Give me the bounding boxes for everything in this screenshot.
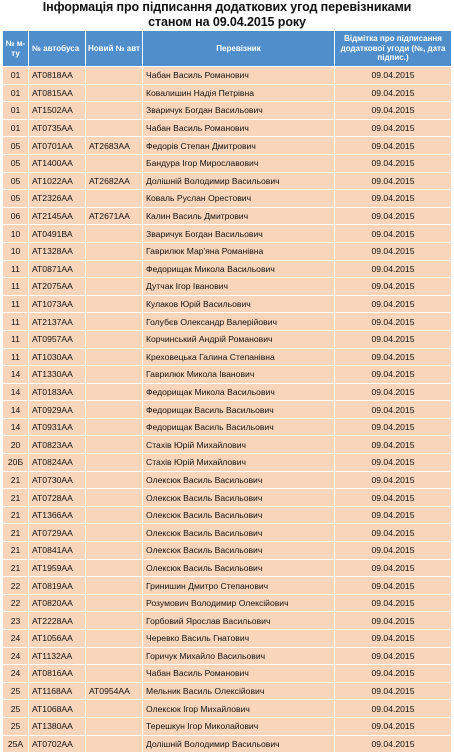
bus-number-cell: АТ0823АА <box>29 436 86 454</box>
table-row <box>3 700 452 718</box>
table-row <box>3 172 452 190</box>
signing-date-cell: 09.04.2015 <box>335 190 452 208</box>
signing-date-cell: 09.04.2015 <box>335 454 452 472</box>
carrier-cell: Федорищак Василь Васильович <box>143 418 335 436</box>
bus-number-cell: АТ1022АА <box>29 172 86 190</box>
bus-number-cell: АТ2075АА <box>29 278 86 296</box>
table-row <box>3 102 452 120</box>
new-bus-number-cell <box>86 717 143 735</box>
signing-date-cell: 09.04.2015 <box>335 260 452 278</box>
signing-date-cell: 09.04.2015 <box>335 84 452 102</box>
carrier-cell: Гаврилюк Мар'яна Романівна <box>143 242 335 260</box>
carrier-cell: Мельник Василь Олексійович <box>143 682 335 700</box>
carrier-cell: Федорищак Василь Васильович <box>143 401 335 419</box>
bus-number-cell: АТ1328АА <box>29 242 86 260</box>
route-cell: 24 <box>3 647 29 665</box>
bus-number-cell: АТ1330АА <box>29 366 86 384</box>
carrier-cell: Чабан Василь Романович <box>143 665 335 683</box>
signing-date-cell: 09.04.2015 <box>335 506 452 524</box>
bus-number-cell: АТ1400АА <box>29 154 86 172</box>
carrier-cell: Калин Василь Дмитрович <box>143 207 335 225</box>
route-cell: 14 <box>3 401 29 419</box>
new-bus-number-cell <box>86 489 143 507</box>
carrier-cell: Олексюк Василь Васильович <box>143 524 335 542</box>
carrier-cell: Долішній Володимир Васильович <box>143 172 335 190</box>
carrier-cell: Стахів Юрій Михайлович <box>143 436 335 454</box>
carrier-cell: Олексюк Василь Васильович <box>143 471 335 489</box>
carrier-cell: Олексюк Василь Васильович <box>143 559 335 577</box>
signing-date-cell: 09.04.2015 <box>335 278 452 296</box>
new-bus-number-cell <box>86 366 143 384</box>
table-row <box>3 313 452 331</box>
table-row <box>3 207 452 225</box>
route-cell: 10 <box>3 242 29 260</box>
new-bus-number-cell <box>86 542 143 560</box>
carrier-cell: Ковалишин Надія Петрівна <box>143 84 335 102</box>
carrier-cell: Кулаков Юрій Васильович <box>143 295 335 313</box>
table-row <box>3 418 452 436</box>
new-bus-number-cell <box>86 154 143 172</box>
carrier-cell: Олексюк Василь Васильович <box>143 542 335 560</box>
signing-date-cell: 09.04.2015 <box>335 559 452 577</box>
table-row <box>3 682 452 700</box>
route-cell: 14 <box>3 366 29 384</box>
title-line-1: Інформація про підписання додаткових угод перевізниками <box>42 0 412 14</box>
new-bus-number-cell <box>86 700 143 718</box>
route-cell: 21 <box>3 524 29 542</box>
table-row <box>3 594 452 612</box>
table-row <box>3 717 452 735</box>
new-bus-number-cell <box>86 401 143 419</box>
new-bus-number-cell <box>86 225 143 243</box>
new-bus-number-cell <box>86 295 143 313</box>
carrier-cell: Розумович Володимир Олексійович <box>143 594 335 612</box>
carrier-cell: Бандура Ігор Мирославович <box>143 154 335 172</box>
signing-date-cell: 09.04.2015 <box>335 383 452 401</box>
new-bus-number-cell <box>86 242 143 260</box>
new-bus-number-cell <box>86 436 143 454</box>
route-cell: 01 <box>3 102 29 120</box>
header-carrier: Перевізник <box>143 31 335 67</box>
carrier-cell: Терешкун Ігор Миколайович <box>143 717 335 735</box>
bus-number-cell: АТ0931АА <box>29 418 86 436</box>
new-bus-number-cell <box>86 454 143 472</box>
bus-number-cell: АТ0730АА <box>29 471 86 489</box>
carrier-cell: Гринишин Дмитро Степанович <box>143 577 335 595</box>
new-bus-number-cell <box>86 524 143 542</box>
title-line-2: станом на 09.04.2015 року <box>148 15 306 29</box>
route-cell: 01 <box>3 67 29 85</box>
table-row <box>3 260 452 278</box>
carrier-cell: Голубєв Олександр Валерійович <box>143 313 335 331</box>
new-bus-number-cell <box>86 313 143 331</box>
route-cell: 11 <box>3 295 29 313</box>
new-bus-number-cell <box>86 418 143 436</box>
table-row <box>3 471 452 489</box>
signing-date-cell: 09.04.2015 <box>335 700 452 718</box>
route-cell: 21 <box>3 559 29 577</box>
bus-number-cell: АТ0183АА <box>29 383 86 401</box>
table-row <box>3 348 452 366</box>
route-cell: 06 <box>3 207 29 225</box>
carrier-cell: Дутчак Ігор Іванович <box>143 278 335 296</box>
table-row <box>3 665 452 683</box>
bus-number-cell: АТ1366АА <box>29 506 86 524</box>
carrier-cell: Федорищак Микола Васильович <box>143 383 335 401</box>
document-title <box>0 0 454 30</box>
table-row <box>3 401 452 419</box>
route-cell: 21 <box>3 506 29 524</box>
carrier-cell: Зваричук Богдан Васильович <box>143 225 335 243</box>
route-cell: 11 <box>3 278 29 296</box>
new-bus-number-cell <box>86 471 143 489</box>
table-row <box>3 67 452 85</box>
signing-date-cell: 09.04.2015 <box>335 436 452 454</box>
new-bus-number-cell <box>86 67 143 85</box>
table-row <box>3 366 452 384</box>
new-bus-number-cell <box>86 383 143 401</box>
signing-date-cell: 09.04.2015 <box>335 137 452 155</box>
bus-number-cell: АТ0871АА <box>29 260 86 278</box>
table-row <box>3 225 452 243</box>
signing-date-cell: 09.04.2015 <box>335 119 452 137</box>
carrier-cell: Федорів Степан Дмитрович <box>143 137 335 155</box>
bus-number-cell: АТ1030АА <box>29 348 86 366</box>
bus-number-cell: АТ2326АА <box>29 190 86 208</box>
table-row <box>3 577 452 595</box>
route-cell: 11 <box>3 330 29 348</box>
route-cell: 24 <box>3 665 29 683</box>
route-cell: 10 <box>3 225 29 243</box>
table-body <box>3 67 452 753</box>
signing-date-cell: 09.04.2015 <box>335 366 452 384</box>
table-row <box>3 137 452 155</box>
signing-date-cell: 09.04.2015 <box>335 418 452 436</box>
bus-number-cell: АТ0957АА <box>29 330 86 348</box>
bus-number-cell: АТ0824АА <box>29 454 86 472</box>
bus-number-cell: АТ1959АА <box>29 559 86 577</box>
table-row <box>3 612 452 630</box>
bus-number-cell: АТ0816АА <box>29 665 86 683</box>
route-cell: 23 <box>3 612 29 630</box>
carrier-cell: Чабан Василь Романович <box>143 67 335 85</box>
bus-number-cell: АТ0818АА <box>29 67 86 85</box>
signing-date-cell: 09.04.2015 <box>335 471 452 489</box>
route-cell: 20 <box>3 436 29 454</box>
route-cell: 01 <box>3 84 29 102</box>
new-bus-number-cell <box>86 84 143 102</box>
new-bus-number-cell <box>86 278 143 296</box>
table-row <box>3 154 452 172</box>
new-bus-number-cell: АТ0954АА <box>86 682 143 700</box>
signing-date-cell: 09.04.2015 <box>335 647 452 665</box>
route-cell: 05 <box>3 154 29 172</box>
table-row <box>3 278 452 296</box>
new-bus-number-cell: АТ2671АА <box>86 207 143 225</box>
header-route: № м-ту <box>3 31 29 67</box>
table-row <box>3 506 452 524</box>
signing-date-cell: 09.04.2015 <box>335 542 452 560</box>
carrier-cell: Горичук Михайло Васильович <box>143 647 335 665</box>
bus-number-cell: АТ0491ВА <box>29 225 86 243</box>
route-cell: 05 <box>3 137 29 155</box>
signing-date-cell: 09.04.2015 <box>335 207 452 225</box>
bus-number-cell: АТ2228АА <box>29 612 86 630</box>
new-bus-number-cell <box>86 119 143 137</box>
bus-number-cell: АТ0841АА <box>29 542 86 560</box>
table-row <box>3 454 452 472</box>
carrier-cell: Креховецька Галина Степанівна <box>143 348 335 366</box>
carrier-cell: Корчинський Андрій Романович <box>143 330 335 348</box>
signing-date-cell: 09.04.2015 <box>335 717 452 735</box>
header-mark: Відмітка про підписання додаткової угоди (№, дата підпис.) <box>335 31 452 67</box>
signing-date-cell: 09.04.2015 <box>335 348 452 366</box>
new-bus-number-cell <box>86 647 143 665</box>
signing-date-cell: 09.04.2015 <box>335 295 452 313</box>
new-bus-number-cell <box>86 102 143 120</box>
new-bus-number-cell <box>86 612 143 630</box>
bus-number-cell: АТ2137АА <box>29 313 86 331</box>
route-cell: 25 <box>3 682 29 700</box>
carrier-cell: Зваричук Богдан Васильович <box>143 102 335 120</box>
table-row <box>3 295 452 313</box>
bus-number-cell: АТ1056АА <box>29 630 86 648</box>
signing-date-cell: 09.04.2015 <box>335 594 452 612</box>
carrier-cell: Олексюк Ігор Михайлович <box>143 700 335 718</box>
table-row <box>3 489 452 507</box>
signing-date-cell: 09.04.2015 <box>335 735 452 753</box>
bus-number-cell: АТ2145АА <box>29 207 86 225</box>
header-new-bus: Новий № авт <box>86 31 143 67</box>
signing-date-cell: 09.04.2015 <box>335 577 452 595</box>
signing-date-cell: 09.04.2015 <box>335 67 452 85</box>
route-cell: 25 <box>3 717 29 735</box>
header-bus: № автобуса <box>29 31 86 67</box>
table-row <box>3 119 452 137</box>
bus-number-cell: АТ1380АА <box>29 717 86 735</box>
signing-date-cell: 09.04.2015 <box>335 665 452 683</box>
signing-date-cell: 09.04.2015 <box>335 682 452 700</box>
table-row <box>3 647 452 665</box>
table-row <box>3 735 452 753</box>
new-bus-number-cell <box>86 506 143 524</box>
new-bus-number-cell <box>86 577 143 595</box>
signing-date-cell: 09.04.2015 <box>335 172 452 190</box>
new-bus-number-cell <box>86 594 143 612</box>
bus-number-cell: АТ1502АА <box>29 102 86 120</box>
signing-date-cell: 09.04.2015 <box>335 489 452 507</box>
bus-number-cell: АТ0702АА <box>29 735 86 753</box>
bus-number-cell: АТ1168АА <box>29 682 86 700</box>
table-row <box>3 242 452 260</box>
signing-date-cell: 09.04.2015 <box>335 630 452 648</box>
bus-number-cell: АТ0815АА <box>29 84 86 102</box>
route-cell: 22 <box>3 594 29 612</box>
signing-date-cell: 09.04.2015 <box>335 401 452 419</box>
new-bus-number-cell <box>86 260 143 278</box>
route-cell: 05 <box>3 190 29 208</box>
carrier-cell: Олексюк Василь Васильович <box>143 489 335 507</box>
route-cell: 25А <box>3 735 29 753</box>
route-cell: 11 <box>3 313 29 331</box>
signing-date-cell: 09.04.2015 <box>335 225 452 243</box>
route-cell: 20Б <box>3 454 29 472</box>
bus-number-cell: АТ0819АА <box>29 577 86 595</box>
new-bus-number-cell <box>86 348 143 366</box>
carrier-cell: Горбовий Ярослав Васильович <box>143 612 335 630</box>
carrier-cell: Олексюк Василь Васильович <box>143 506 335 524</box>
carrier-cell: Гаврилюк Микола Іванович <box>143 366 335 384</box>
route-cell: 21 <box>3 489 29 507</box>
route-cell: 11 <box>3 348 29 366</box>
new-bus-number-cell: АТ2682АА <box>86 172 143 190</box>
route-cell: 21 <box>3 542 29 560</box>
route-cell: 14 <box>3 418 29 436</box>
bus-number-cell: АТ0929АА <box>29 401 86 419</box>
bus-number-cell: АТ0735АА <box>29 119 86 137</box>
route-cell: 01 <box>3 119 29 137</box>
route-cell: 24 <box>3 630 29 648</box>
table-row <box>3 190 452 208</box>
carrier-cell: Коваль Руслан Орестович <box>143 190 335 208</box>
table-row <box>3 84 452 102</box>
new-bus-number-cell: АТ2683АА <box>86 137 143 155</box>
route-cell: 14 <box>3 383 29 401</box>
table-row <box>3 524 452 542</box>
table-row <box>3 630 452 648</box>
route-cell: 11 <box>3 260 29 278</box>
signing-date-cell: 09.04.2015 <box>335 330 452 348</box>
bus-number-cell: АТ0701АА <box>29 137 86 155</box>
route-cell: 05 <box>3 172 29 190</box>
signing-date-cell: 09.04.2015 <box>335 524 452 542</box>
new-bus-number-cell <box>86 630 143 648</box>
bus-number-cell: АТ1132АА <box>29 647 86 665</box>
carrier-cell: Черевко Василь Гнатович <box>143 630 335 648</box>
table-row <box>3 383 452 401</box>
table-row <box>3 542 452 560</box>
signing-date-cell: 09.04.2015 <box>335 102 452 120</box>
bus-number-cell: АТ0728АА <box>29 489 86 507</box>
bus-number-cell: АТ0729АА <box>29 524 86 542</box>
carrier-cell: Федорищак Микола Васильович <box>143 260 335 278</box>
bus-number-cell: АТ1073АА <box>29 295 86 313</box>
agreements-table <box>2 30 452 753</box>
table-row <box>3 436 452 454</box>
new-bus-number-cell <box>86 559 143 577</box>
bus-number-cell: АТ1068АА <box>29 700 86 718</box>
table-row <box>3 559 452 577</box>
new-bus-number-cell <box>86 330 143 348</box>
carrier-cell: Долішній Володимир Васильович <box>143 735 335 753</box>
route-cell: 22 <box>3 577 29 595</box>
table-header-row <box>3 31 452 67</box>
new-bus-number-cell <box>86 665 143 683</box>
route-cell: 25 <box>3 700 29 718</box>
signing-date-cell: 09.04.2015 <box>335 313 452 331</box>
route-cell: 21 <box>3 471 29 489</box>
new-bus-number-cell <box>86 190 143 208</box>
new-bus-number-cell <box>86 735 143 753</box>
signing-date-cell: 09.04.2015 <box>335 154 452 172</box>
carrier-cell: Чабан Василь Романович <box>143 119 335 137</box>
table-row <box>3 330 452 348</box>
signing-date-cell: 09.04.2015 <box>335 242 452 260</box>
bus-number-cell: АТ0820АА <box>29 594 86 612</box>
carrier-cell: Стахів Юрій Михайлович <box>143 454 335 472</box>
signing-date-cell: 09.04.2015 <box>335 612 452 630</box>
